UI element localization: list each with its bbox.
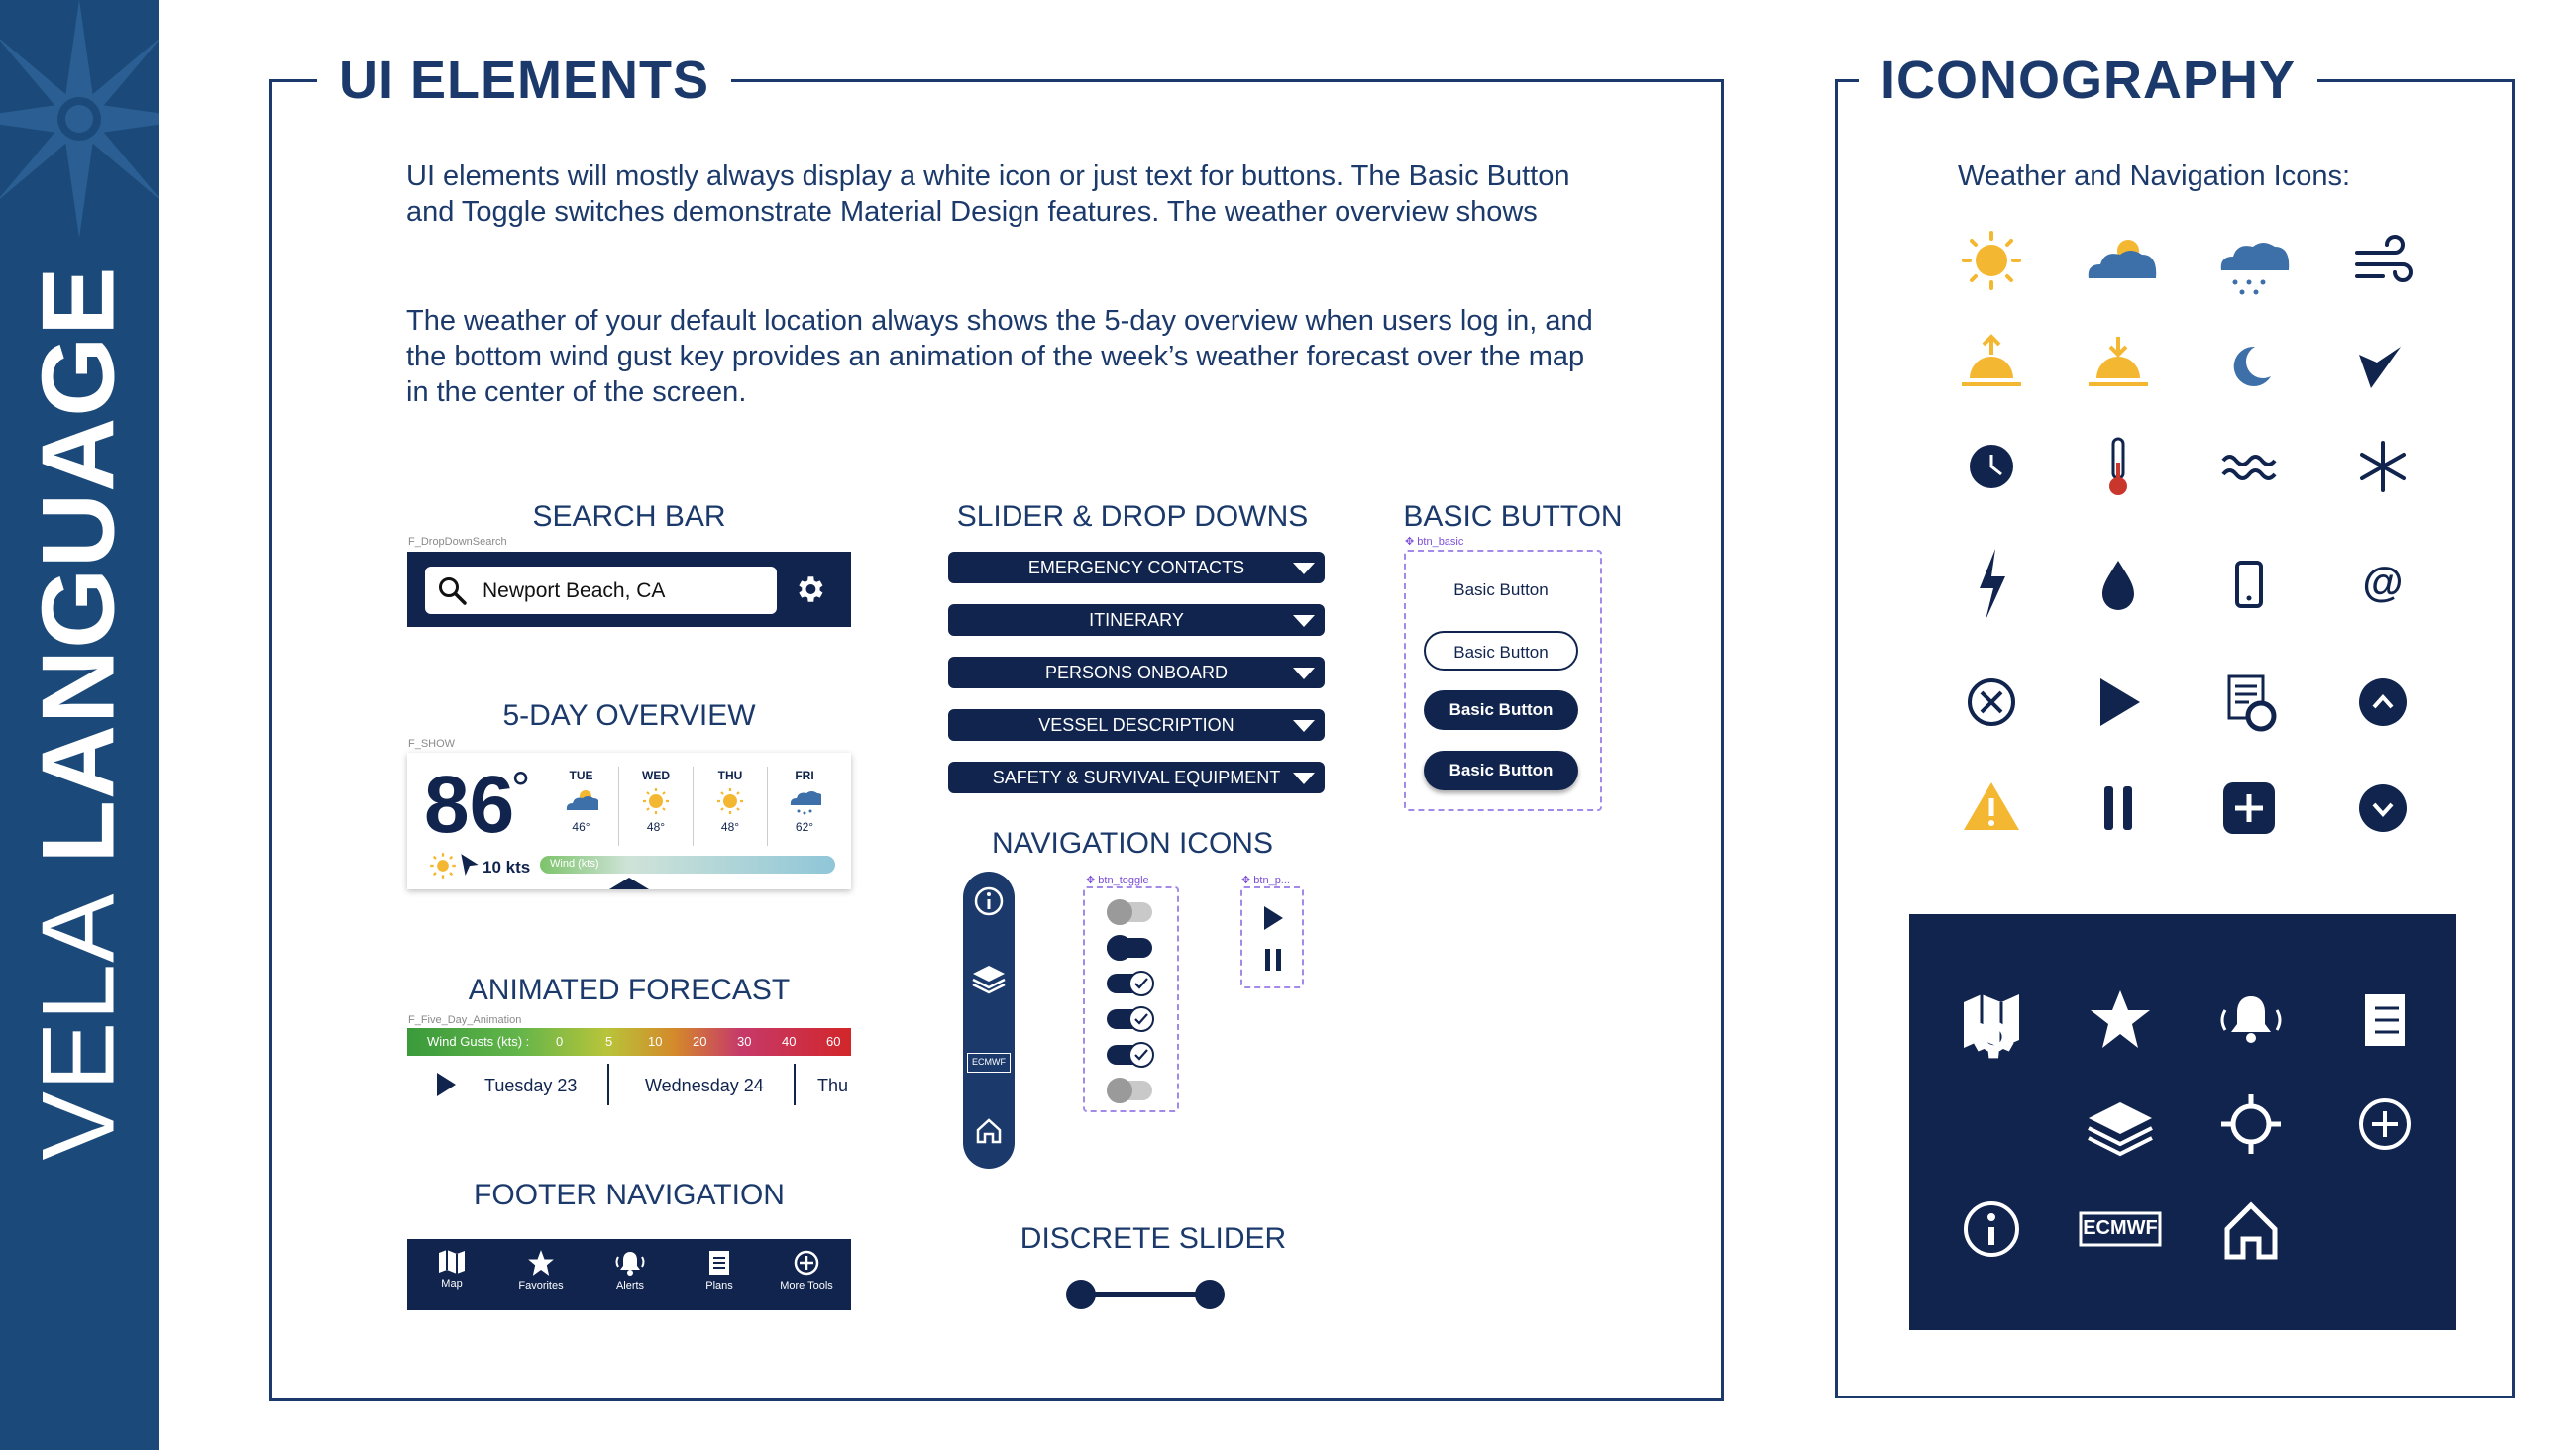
- plus-circle-icon: [2361, 1100, 2409, 1148]
- toggle-switch[interactable]: [1107, 1043, 1156, 1067]
- sun-icon: [429, 852, 457, 880]
- text-button[interactable]: Basic Button: [1453, 580, 1549, 599]
- svg-text:@: @: [2362, 559, 2404, 605]
- sun-icon: [1964, 233, 2019, 288]
- dropdown-safety-equipment[interactable]: [948, 762, 1325, 793]
- intro-paragraph-2: The weather of your default location always shows the 5-day overview when users log in, and the bottom wind gust key provides an animation of the week’s weather forecast over the map in the center of the screen.: [406, 305, 1593, 408]
- star-icon: [526, 1249, 556, 1277]
- toggle-knob: [1128, 971, 1154, 996]
- warning-icon: [1964, 782, 2019, 830]
- home-icon: [2227, 1205, 2275, 1257]
- filled-button[interactable]: Basic Button: [1424, 690, 1578, 730]
- forecast-day-name: FRI: [795, 769, 814, 782]
- gear-icon[interactable]: [793, 572, 826, 606]
- map-icon: [437, 1249, 467, 1275]
- slider-handle-start[interactable]: [1066, 1280, 1096, 1309]
- gust-value: 30: [737, 1034, 752, 1049]
- compass-rose-icon: [0, 0, 159, 238]
- toggle-frame-name: ✥ btn_toggle: [1086, 875, 1149, 886]
- pause-icon[interactable]: [1263, 948, 1283, 972]
- timeline-divider: [794, 1064, 796, 1105]
- forecast-day: [544, 767, 618, 846]
- forecast-timeline: [407, 1056, 851, 1111]
- overview-frame-name: F_SHOW: [408, 738, 456, 750]
- plus-circle-icon: [793, 1249, 820, 1277]
- wind-bar: [540, 856, 835, 874]
- nav-icons-heading: NAVIGATION ICONS: [992, 827, 1273, 860]
- forecast-day: [618, 767, 693, 846]
- rain-cloud-icon: [2221, 243, 2289, 295]
- forecast-heading: ANIMATED FORECAST: [468, 974, 791, 1006]
- sunrise-icon: [1962, 337, 2021, 386]
- discrete-slider-heading: DISCRETE SLIDER: [1020, 1222, 1287, 1255]
- wind-bar-label: Wind (kts): [550, 858, 599, 870]
- vertical-nav-bar: [963, 872, 1015, 1169]
- home-icon[interactable]: [975, 1117, 1003, 1145]
- basic-frame-name: ✥ btn_basic: [1405, 536, 1464, 548]
- snowflake-icon: [2362, 443, 2404, 490]
- search-input[interactable]: [425, 567, 777, 614]
- pause-icon: [2104, 786, 2132, 830]
- star-icon: [2091, 990, 2150, 1048]
- phone-icon: [2237, 563, 2261, 606]
- search-value: Newport Beach, CA: [483, 579, 666, 602]
- intro-paragraph-1: UI elements will mostly always display a white icon or just text for buttons. The Basic Button and Toggle switches demonstrate Material Design features. The weather overview shows: [406, 160, 1570, 228]
- thermometer-icon: [2109, 439, 2127, 495]
- footer-item-label: Plans: [705, 1280, 733, 1292]
- drop-icon: [2102, 561, 2134, 610]
- iconography-subtitle: Weather and Navigation Icons:: [1958, 160, 2351, 192]
- lightning-icon: [1980, 549, 2005, 620]
- toggle-frame-label: btn_toggle: [1098, 875, 1149, 886]
- dropdown-label: SAFETY & SURVIVAL EQUIPMENT: [992, 768, 1281, 787]
- footer-item-label: Alerts: [615, 1280, 645, 1292]
- forecast-day-name: TUE: [569, 769, 593, 782]
- toggle-knob: [1107, 899, 1132, 925]
- dropdown-itinerary[interactable]: [948, 604, 1325, 636]
- forecast-day-temp: 48°: [720, 820, 740, 834]
- footer-nav-heading: FOOTER NAVIGATION: [474, 1179, 785, 1211]
- forecast-day-temp: 62°: [795, 820, 814, 834]
- discrete-slider[interactable]: [1066, 1278, 1225, 1311]
- toggle-knob: [1107, 1078, 1132, 1103]
- toggle-knob: [1128, 1042, 1154, 1068]
- gust-value: 10: [648, 1034, 663, 1049]
- clock-icon: [1970, 445, 2013, 488]
- ui-elements-title: UI ELEMENTS: [317, 50, 731, 111]
- cloud-sun-icon: [565, 786, 598, 816]
- waves-icon: [2223, 457, 2275, 478]
- outlined-button[interactable]: Basic Button: [1424, 631, 1578, 671]
- basic-button-heading: BASIC BUTTON: [1403, 500, 1623, 533]
- forecast-day: [767, 767, 841, 846]
- toggle-switch[interactable]: [1107, 1079, 1156, 1102]
- dropdown-label: EMERGENCY CONTACTS: [1027, 558, 1245, 577]
- dropdown-label: VESSEL DESCRIPTION: [1038, 715, 1234, 735]
- search-icon: [437, 575, 469, 607]
- forecast-days: [544, 767, 841, 852]
- footer-item-label: Map: [441, 1278, 463, 1290]
- timeline-day-1[interactable]: Tuesday 23: [484, 1076, 578, 1095]
- caret-down-icon: [1293, 773, 1315, 784]
- lifebuoy-doc-icon: [2229, 676, 2274, 729]
- cloud-sun-icon: [2089, 240, 2156, 278]
- slider-handle-end[interactable]: [1195, 1280, 1225, 1309]
- chevron-down-icon: [2359, 784, 2407, 832]
- sun-icon: [639, 786, 673, 816]
- gust-value: 5: [605, 1034, 613, 1049]
- play-frame-name: ✥ btn_p...: [1241, 875, 1290, 886]
- sunset-icon: [2089, 337, 2148, 386]
- play-icon[interactable]: [435, 1072, 457, 1097]
- rain-cloud-icon: [788, 786, 821, 816]
- dropdown-label: PERSONS ONBOARD: [1044, 663, 1229, 682]
- current-temp: 86: [424, 760, 515, 850]
- dropdown-label: ITINERARY: [1089, 610, 1184, 630]
- basic-frame-label: btn_basic: [1417, 536, 1464, 548]
- toggle-switch[interactable]: [1107, 972, 1156, 995]
- check-icon: [1130, 1008, 1152, 1030]
- play-pause-frame: [1240, 886, 1304, 988]
- direction-arrow-icon: [2359, 347, 2401, 388]
- dropdowns-heading: SLIDER & DROP DOWNS: [956, 500, 1309, 533]
- check-icon: [1130, 1044, 1152, 1066]
- caret-down-icon: [1293, 720, 1315, 732]
- current-wind: 10 kts: [483, 858, 531, 877]
- close-circle-icon: [1970, 680, 2013, 724]
- search-bar: [407, 552, 851, 627]
- timeline-day-2[interactable]: Wednesday 24: [645, 1076, 764, 1095]
- dropdown-persons-onboard[interactable]: [948, 657, 1325, 688]
- footer-item-label: Favorites: [518, 1280, 564, 1292]
- band-title: VELA LANGUAGE: [21, 265, 137, 1161]
- gust-value: 60: [826, 1034, 841, 1049]
- toggle-switch[interactable]: [1107, 1007, 1156, 1031]
- gust-value: 0: [556, 1034, 564, 1049]
- footer-item-more-tools[interactable]: [762, 1249, 851, 1292]
- iconography-title: ICONOGRAPHY: [1859, 50, 2317, 111]
- elevated-button[interactable]: Basic Button: [1424, 751, 1578, 790]
- forecast-day: [693, 767, 767, 846]
- checklist-icon: [706, 1249, 732, 1277]
- toggle-frame: [1083, 886, 1179, 1112]
- gust-value: 20: [693, 1034, 707, 1049]
- play-icon: [2100, 678, 2140, 726]
- dropdown-vessel-description[interactable]: [948, 709, 1325, 741]
- forecast-day-temp: 46°: [572, 820, 590, 834]
- bell-icon: [2222, 996, 2280, 1043]
- forecast-frame-name: F_Five_Day_Animation: [408, 1014, 522, 1026]
- caret-down-icon: [1293, 563, 1315, 574]
- info-icon: [1966, 1203, 2017, 1255]
- layers-icon: [2089, 1102, 2152, 1154]
- layers-icon[interactable]: [971, 963, 1007, 994]
- search-frame-name: F_DropDownSearch: [408, 536, 507, 548]
- footer-item-alerts[interactable]: [586, 1249, 675, 1292]
- forecast-day-name: WED: [642, 769, 670, 782]
- toggle-knob: [1128, 1006, 1154, 1032]
- toggle-switch[interactable]: [1107, 900, 1156, 924]
- wind-gust-key: [407, 1028, 851, 1056]
- side-band: [0, 0, 159, 1450]
- play-icon[interactable]: [1262, 905, 1284, 931]
- search-bar-heading: SEARCH BAR: [532, 500, 726, 533]
- overview-card: [407, 753, 851, 889]
- bell-icon: [613, 1249, 647, 1277]
- toggle-knob: [1107, 935, 1132, 961]
- gust-key-label: Wind Gusts (kts) :: [427, 1034, 530, 1049]
- dropdown-emergency-contacts[interactable]: [948, 552, 1325, 583]
- timeline-divider: [607, 1064, 609, 1105]
- slider-track: [1081, 1292, 1210, 1297]
- footer-item-label: More Tools: [780, 1280, 833, 1292]
- moon-icon: [2234, 347, 2271, 386]
- footer-item-favorites[interactable]: [496, 1249, 586, 1292]
- footer-item-plans[interactable]: [675, 1249, 764, 1292]
- ecmwf-icon[interactable]: ECMWF: [967, 1053, 1011, 1073]
- locate-icon: [2221, 1094, 2281, 1154]
- play-frame-label: btn_p...: [1253, 875, 1290, 886]
- ecmwf-label: ECMWF: [2083, 1217, 2158, 1239]
- info-icon[interactable]: [973, 885, 1005, 917]
- direction-arrow-icon: [459, 852, 481, 878]
- toggle-switch[interactable]: [1107, 936, 1156, 960]
- nav-icon-grid: [1909, 914, 2456, 1330]
- overview-heading: 5-DAY OVERVIEW: [502, 699, 756, 732]
- at-icon: [2363, 559, 2404, 605]
- chevron-up-icon: [2359, 678, 2407, 726]
- weather-icon-grid: [1922, 223, 2457, 847]
- wind-icon: [2357, 237, 2411, 280]
- gust-value: 40: [782, 1034, 797, 1049]
- check-icon: [1130, 973, 1152, 994]
- caret-down-icon: [1293, 615, 1315, 627]
- plus-square-icon: [2223, 782, 2275, 834]
- timeline-day-3[interactable]: Thu: [817, 1076, 849, 1095]
- footer-item-map[interactable]: [407, 1249, 496, 1290]
- caret-down-icon: [1293, 668, 1315, 679]
- sun-icon: [713, 786, 747, 816]
- degree-symbol: °: [511, 764, 531, 816]
- slider-marker: [609, 878, 649, 889]
- nav-icon-box: [1909, 914, 2456, 1330]
- footer-navigation: [407, 1239, 851, 1310]
- forecast-day-temp: 48°: [646, 820, 666, 834]
- checklist-icon: [2365, 994, 2405, 1046]
- forecast-day-name: THU: [717, 769, 743, 782]
